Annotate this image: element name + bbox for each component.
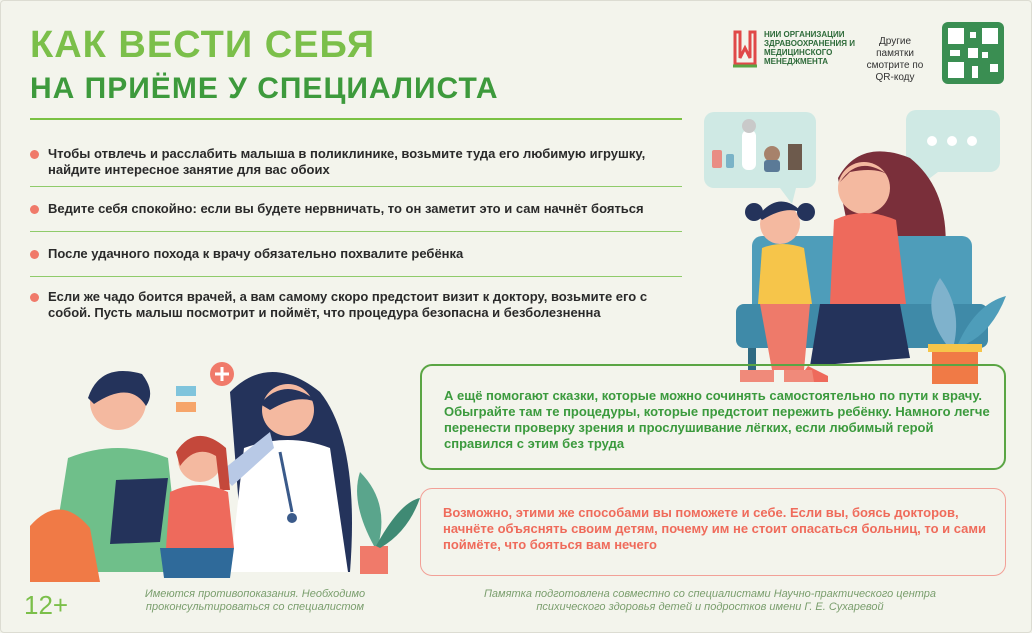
contraindications-note: Имеются противопоказания. Необходимо проконсультироваться со специалистом bbox=[144, 588, 366, 613]
tip-text: Чтобы отвлечь и расслабить малыша в поликлинике, возьмите туда его любимую игрушку, найдите интересное занятие для вас обоих bbox=[48, 146, 646, 177]
page-title-line2: НА ПРИЁМЕ У СПЕЦИАЛИСТА bbox=[30, 72, 499, 105]
self-help-text: Возможно, этими же способами вы поможете и себе. Если вы, боясь докторов, начнёте объяснять своим детям, почему им не стоит опасаться больниц, то и сами поймёте, что бояться вам нечего bbox=[443, 505, 986, 552]
doctor-visit-illustration bbox=[30, 352, 430, 582]
age-rating: 12+ bbox=[24, 590, 69, 620]
tip-item bbox=[30, 232, 682, 277]
tip-item bbox=[30, 187, 682, 232]
self-help-box bbox=[420, 488, 1006, 576]
credit-note: Памятка подготовлена совместно со специалистами Научно-практического центра психического здоровья детей и подростков имени Г. Е. Сухаревой bbox=[483, 588, 937, 613]
tip-text: Ведите себя спокойно: если вы будете нервничать, то он заметит это и сам начнёт бояться bbox=[48, 201, 644, 216]
tip-text: После удачного похода к врачу обязательно похвалите ребёнка bbox=[48, 246, 464, 261]
bullet-icon bbox=[30, 205, 39, 214]
bullet-icon bbox=[30, 293, 39, 302]
logo-text: НИИ ОРГАНИЗАЦИИ ЗДРАВООХРАНЕНИЯ И МЕДИЦИНСКОГО МЕНЕДЖМЕНТА bbox=[764, 30, 855, 66]
bullet-icon bbox=[30, 250, 39, 259]
qr-caption: Другие памятки смотрите по QR-коду bbox=[866, 36, 924, 83]
tip-item bbox=[30, 140, 682, 187]
title-divider bbox=[30, 118, 682, 120]
tip-text: Если же чадо боится врачей, а вам самому скоро предстоит визит к доктору, возьмите его с собой. Пусть малыш посмотрит и поймёт, что процедура безопасна и безболезненна bbox=[48, 289, 648, 320]
tip-item bbox=[30, 277, 682, 329]
page-title-line1: КАК ВЕСТИ СЕБЯ bbox=[30, 24, 376, 66]
qr-code-icon[interactable] bbox=[942, 22, 1004, 84]
tips-list bbox=[30, 140, 682, 329]
mother-daughter-illustration bbox=[700, 108, 1020, 388]
organization-logo bbox=[732, 28, 874, 68]
bullet-icon bbox=[30, 150, 39, 159]
tales-tip-box bbox=[420, 364, 1006, 470]
tales-tip-text: А ещё помогают сказки, которые можно сочинять самостоятельно по пути к врачу. Обыграйте там те процедуры, которые предстоит пережить ребёнку. Намного легче перенести проверку зрения и прослушивание лёгких, если любимый герой справился с этим без труда bbox=[444, 388, 990, 451]
institute-logo-icon bbox=[732, 28, 758, 68]
